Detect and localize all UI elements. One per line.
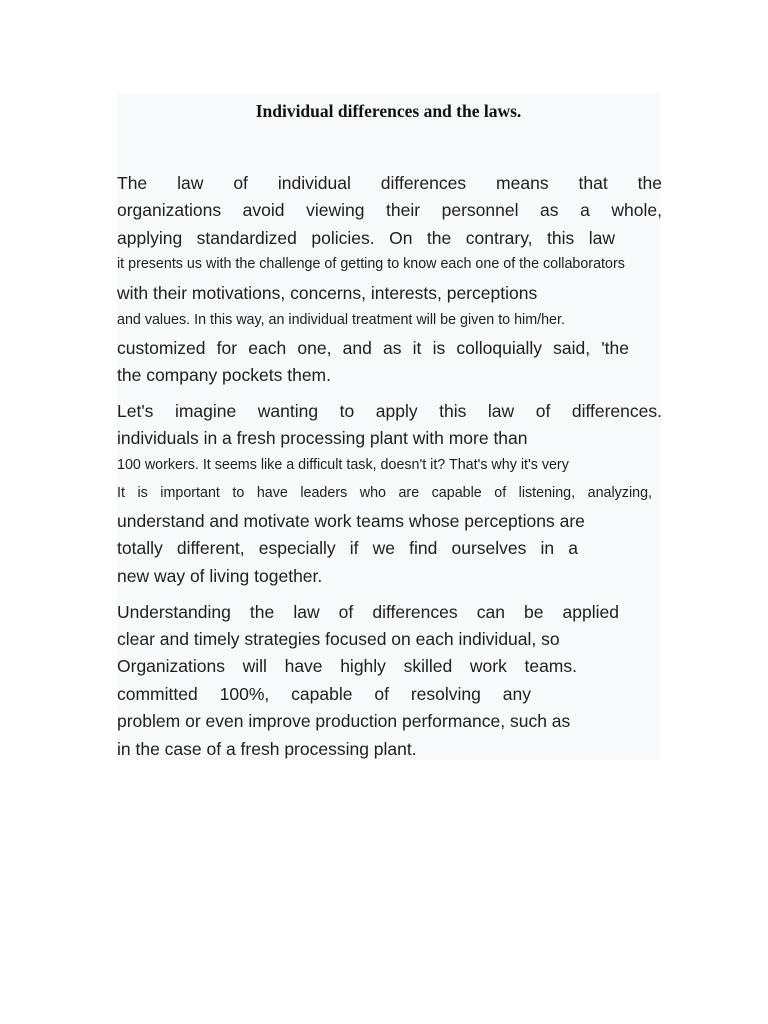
text-line: The law of individual differences means that the (117, 173, 662, 193)
text-line: organizations avoid viewing their personnel as a whole, (117, 200, 662, 220)
text-line: individuals in a fresh processing plant with more than (117, 428, 528, 448)
text-line: it presents us with the challenge of getting to know each one of the collaborators (117, 256, 625, 272)
text-line: Let's imagine wanting to apply this law of differences. (117, 401, 662, 421)
text-line: Organizations will have highly skilled work teams. (117, 656, 577, 676)
text-line: the company pockets them. (117, 365, 331, 385)
text-line: Understanding the law of differences can be applied (117, 602, 619, 622)
text-line: customized for each one, and as it is colloquially said, 'the (117, 338, 629, 358)
text-line: applying standardized policies. On the contrary, this law (117, 228, 615, 248)
document-title: Individual differences and the laws. (255, 101, 522, 121)
text-line: new way of living together. (117, 566, 323, 586)
text-line: committed 100%, capable of resolving any (117, 684, 531, 704)
text-line: problem or even improve production performance, such as (117, 711, 571, 731)
text-line: It is important to have leaders who are capable of listening, analyzing, (117, 485, 652, 501)
text-line: and values. In this way, an individual treatment will be given to him/her. (117, 312, 565, 328)
text-line: 100 workers. It seems like a difficult task, doesn't it? That's why it's very (117, 457, 569, 473)
text-line: in the case of a fresh processing plant. (117, 739, 417, 759)
text-line: totally different, especially if we find ourselves in a (117, 538, 578, 558)
text-line: clear and timely strategies focused on each individual, so (117, 629, 560, 649)
text-line: understand and motivate work teams whose perceptions are (117, 511, 585, 531)
text-line: with their motivations, concerns, interests, perceptions (117, 283, 538, 303)
